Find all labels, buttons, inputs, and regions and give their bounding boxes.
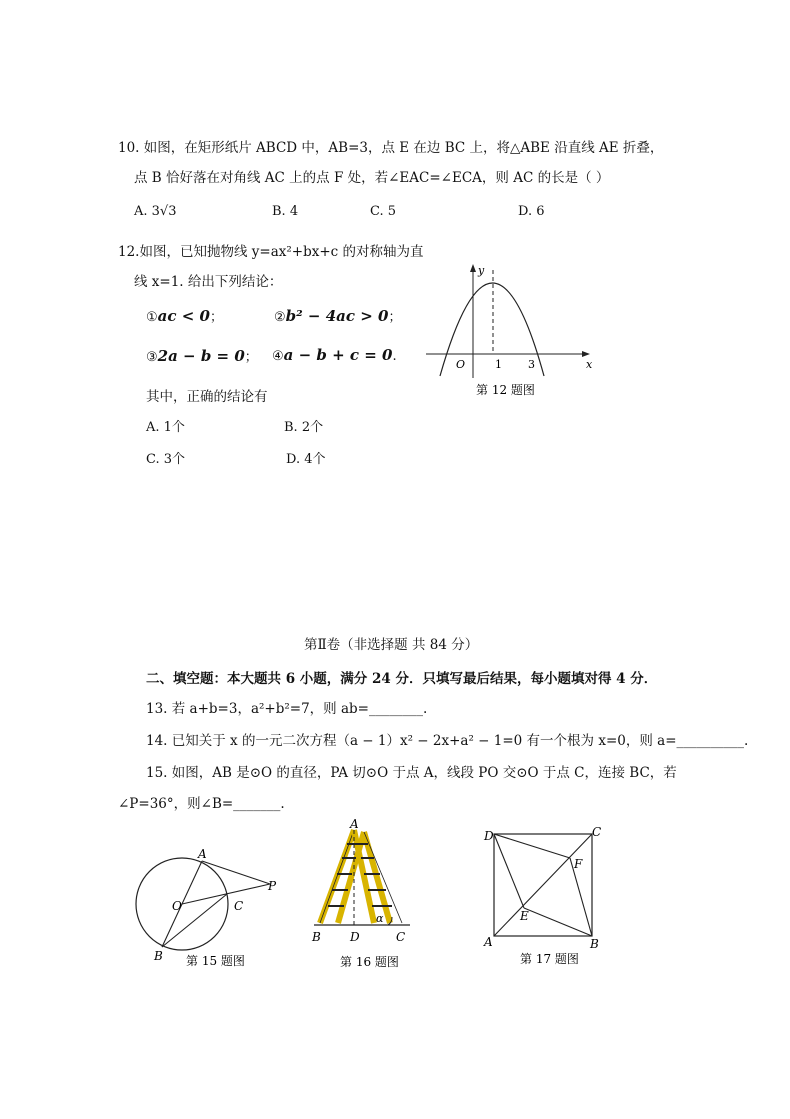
part2-title: 第Ⅱ卷（非选择题 共 84 分） [304,637,479,653]
fill-in-section-header: 二、填空题：本大题共 6 小题，满分 24 分．只填写最后结果，每小题填对得 4 分． [146,671,658,687]
y-label: y [478,264,485,277]
point-c-label: C [234,899,244,913]
q12-option-d: D. 4个 [286,452,326,467]
segment-po [182,884,270,904]
tick-3-label: 3 [528,358,535,371]
point-e-label: E [520,909,529,923]
q15-line1: 15. 如图，AB 是⊙O 的直径，PA 切⊙O 于点 A，线段 PO 交⊙O 于点 C，连接 BC，若 [146,765,677,781]
q12-option-b: B. 2个 [284,420,324,435]
q10-line1: 10. 如图，在矩形纸片 ABCD 中，AB=3，点 E 在边 BC 上，将△ABE 沿直线 AE 折叠， [118,140,664,156]
q12-line2: 线 x=1. 给出下列结论： [134,274,283,290]
q12-line1: 12.如图，已知抛物线 y=ax²+bx+c 的对称轴为直 [118,244,424,260]
y-axis-arrow [470,264,476,272]
q13: 13. 若 a+b=3，a²+b²=7，则 ab=________. [146,701,428,717]
point-b-label: B [312,930,321,944]
point-c-label: C [396,930,406,944]
figure-12-parabola [420,258,600,403]
origin-label: O [456,358,466,371]
figure-15-circle [134,838,284,973]
q12-conclusion-3: ③2a − b = 0； [146,347,258,365]
q10-option-c: C. 5 [370,204,397,219]
point-d-label: D [350,930,360,944]
q12-prompt: 其中，正确的结论有 [146,389,268,405]
figure-12-caption: 第 12 题图 [476,383,535,397]
figure-15-caption: 第 15 题图 [186,954,245,968]
tangent-pa [202,861,270,884]
point-p-label: P [268,879,277,893]
point-b-label: B [154,949,163,963]
q12-option-c: C. 3个 [146,452,186,467]
q12-conclusion-2: ②b² − 4ac > 0； [274,307,402,325]
segment-eb [524,908,592,936]
q10-line2: 点 B 恰好落在对角线 AC 上的点 F 处，若∠EAC=∠ECA，则 AC 的长是（ ） [134,170,610,186]
q10-option-a: A. 3√3 [134,204,177,219]
x-axis-arrow [582,351,590,357]
q15-line2: ∠P=36°，则∠B=_______. [118,796,285,812]
point-a-label: A [198,847,207,861]
point-a-label: A [350,818,359,831]
q12-conclusion-4: ④a − b + c = 0. [272,346,397,364]
q10-option-b: B. 4 [272,204,299,219]
q12-option-a: A. 1个 [146,420,185,435]
angle-alpha-label: α [376,912,384,925]
point-f-label: F [574,857,583,871]
point-d-label: D [484,829,494,843]
figure-16-ladder [306,818,430,976]
tick-1-label: 1 [495,358,502,371]
segment-de [494,834,524,908]
q10-option-d: D. 6 [518,204,545,219]
ladder-right-rail-outer [364,832,390,923]
q14: 14. 已知关于 x 的一元二次方程（a − 1）x² − 2x+a² − 1=0 有一个根为 x=0，则 a=__________. [146,733,749,749]
point-c-label: C [592,825,602,839]
q12-conclusion-1: ①ac < 0； [146,307,223,325]
point-a-label: A [484,935,493,949]
figure-16-caption: 第 16 题图 [340,955,399,969]
point-b-label: B [590,937,599,951]
segment-df [494,834,570,858]
point-o-label: O [172,899,182,913]
figure-17-square [480,822,610,970]
x-label: x [586,358,593,371]
figure-17-caption: 第 17 题图 [520,952,579,966]
